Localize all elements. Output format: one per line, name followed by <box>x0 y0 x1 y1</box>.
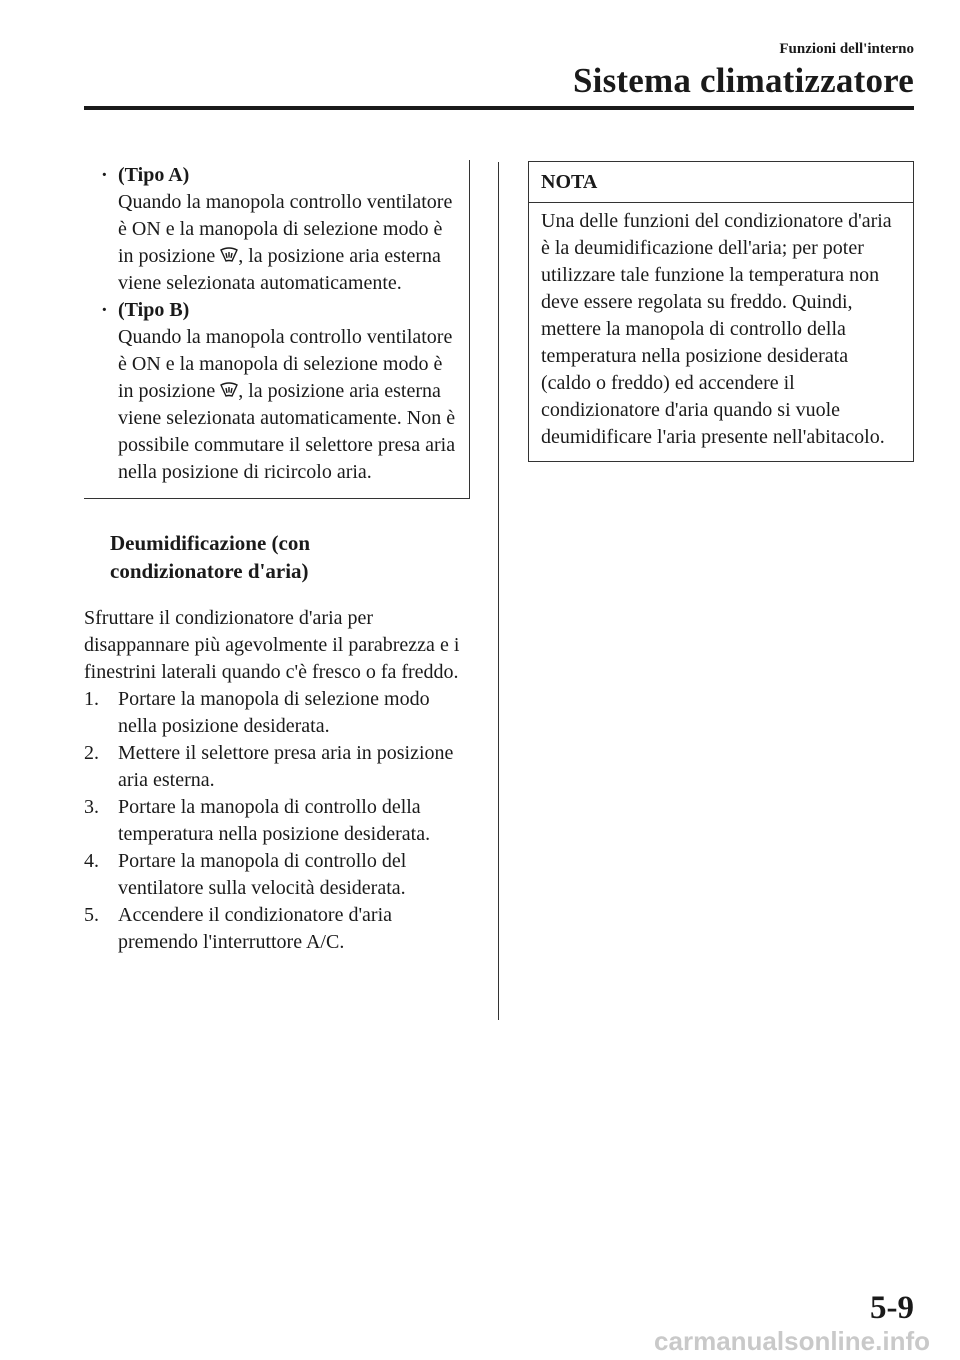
page-number: 5-9 <box>870 1290 914 1326</box>
section-heading-line2: condizionatore d'aria) <box>110 559 309 583</box>
bullet-label: (Tipo A) <box>118 164 190 186</box>
bullet-dot: · <box>101 164 108 186</box>
step-text: Accendere il condizionatore d'aria premendo l'interruttore A/C. <box>118 904 393 953</box>
left-column <box>84 160 470 956</box>
note-text: Una delle funzioni del condizionatore d'aria è la deumidificazione dell'aria; per poter utilizzare tale funzione la temperatura non deve essere regolata su freddo. Quindi, mettere la manopola di controllo della temperatura nella posizione desiderata (caldo o freddo) ed accendere il condizionatore d'aria quando si vuole deumidificare l'aria presente nell'abitacolo. <box>541 210 892 448</box>
step-number: 4. <box>84 850 99 872</box>
watermark: carmanualsonline.info <box>654 1326 930 1356</box>
section-heading-line1: Deumidificazione (con <box>110 531 311 555</box>
bullet-item-type-a <box>98 162 459 297</box>
bullet-item-type-b <box>98 297 459 486</box>
list-item <box>84 740 470 794</box>
intro-paragraph: Sfruttare il condizionatore d'aria per disappannare più agevolmente il parabrezza e i finestrini laterali quando c'è fresco o fa freddo. <box>84 607 460 683</box>
bullet-text-cont: , la posizione aria esterna viene selezionata automaticamente. Non è possibile commutare il selettore presa aria nella posizione di ricircolo aria. <box>118 380 456 483</box>
step-text: Portare la manopola di controllo del ventilatore sulla velocità desiderata. <box>118 850 407 899</box>
step-number: 1. <box>84 688 99 710</box>
bullet-text: Quando la manopola controllo ventilatore è ON e la manopola di selezione modo è in posizione <box>118 191 453 267</box>
bullet-text-cont: , la posizione aria esterna viene selezionata automaticamente. <box>118 245 441 294</box>
note-title: NOTA <box>529 162 913 203</box>
page-title: Sistema climatizzatore <box>573 61 914 100</box>
bullet-label: (Tipo B) <box>118 299 190 321</box>
list-item <box>84 794 470 848</box>
defroster-icon <box>220 247 238 263</box>
step-number: 3. <box>84 796 99 818</box>
list-item <box>84 848 470 902</box>
section-heading <box>110 529 470 585</box>
bullet-text: Quando la manopola controllo ventilatore è ON e la manopola di selezione modo è in posizione <box>118 326 453 402</box>
column-divider <box>498 162 499 1020</box>
list-item <box>84 902 470 956</box>
step-text: Portare la manopola di selezione modo nella posizione desiderata. <box>118 688 430 737</box>
page-header <box>573 40 914 102</box>
defroster-icon <box>220 382 238 398</box>
bullet-dot: · <box>101 299 108 321</box>
bullet-box <box>84 160 470 499</box>
step-text: Mettere il selettore presa aria in posizione aria esterna. <box>118 742 454 791</box>
list-item <box>84 686 470 740</box>
note-box <box>528 161 914 462</box>
step-list <box>84 686 470 956</box>
step-number: 2. <box>84 742 99 764</box>
step-number: 5. <box>84 904 99 926</box>
header-rule <box>84 106 914 110</box>
chapter-title: Funzioni dell'interno <box>779 41 914 57</box>
step-text: Portare la manopola di controllo della temperatura nella posizione desiderata. <box>118 796 431 845</box>
